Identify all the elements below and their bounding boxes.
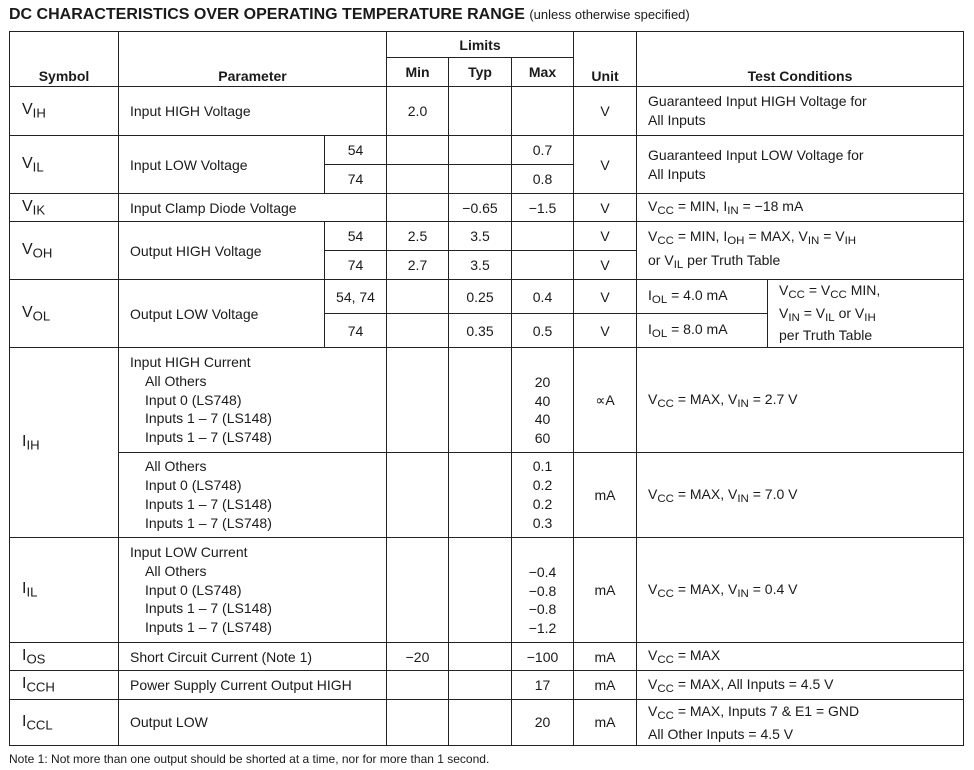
max-cell — [512, 251, 574, 280]
max-cell: 0.5 — [512, 314, 574, 348]
unit-cell: V — [574, 222, 637, 251]
grade-cell: 54, 74 — [325, 280, 387, 314]
parameter-subitem: Inputs 1 – 7 (LS148) — [145, 600, 272, 617]
parameter-cell — [119, 453, 387, 538]
test-condition-cell — [637, 700, 964, 746]
table-row-vik — [10, 194, 964, 222]
max-cell: 17 — [512, 671, 574, 700]
title-text: DC CHARACTERISTICS OVER OPERATING TEMPERATURE RANGE — [9, 6, 525, 23]
max-cell — [512, 87, 574, 136]
table-row-iih-2 — [10, 453, 964, 538]
typ-cell — [449, 136, 512, 165]
symbol-cell: $V_{IL}$ — [10, 136, 119, 194]
unit-cell: mA — [574, 538, 637, 643]
header-parameter: Parameter — [119, 32, 387, 87]
unit-cell: V — [574, 280, 637, 314]
typ-cell — [449, 87, 512, 136]
header-symbol: Symbol — [10, 32, 119, 87]
table-row-icch — [10, 671, 964, 700]
test-condition-line: $V_{CC}$ = MAX, Inputs 7 & E1 = GND — [648, 703, 860, 722]
parameter-subitem: All Others — [145, 372, 207, 389]
title-subtitle: (unless otherwise specified) — [529, 7, 690, 22]
max-cell: 0.1 0.2 0.2 0.3 — [512, 453, 574, 538]
typ-cell: 3.5 — [449, 251, 512, 280]
parameter-cell — [119, 538, 387, 643]
symbol-cell: $V_{IH}$ — [10, 87, 119, 136]
header-max: Max — [512, 58, 574, 87]
min-cell — [387, 136, 449, 165]
min-cell: 2.0 — [387, 87, 449, 136]
header-typ: Typ — [449, 58, 512, 87]
unit-cell: V — [574, 251, 637, 280]
max-cell: 0.4 — [512, 280, 574, 314]
min-cell: 2.7 — [387, 251, 449, 280]
typ-cell: −0.65 — [449, 194, 512, 222]
grade-cell: 74 — [325, 165, 387, 194]
test-condition-line: $V_{CC}$ = MIN, $I_{OH}$ = MAX, $V_{IN} = V_{IH}$ — [648, 227, 857, 247]
parameter-subitem: Input 0 (LS748) — [145, 581, 242, 598]
max-cell: −100 — [512, 643, 574, 671]
min-cell: 2.5 — [387, 222, 449, 251]
symbol-cell: $V_{IK}$ — [10, 194, 119, 222]
typ-cell — [449, 671, 512, 700]
table-row-vol — [10, 280, 964, 314]
test-condition-cell: $I_{OL} = 8.0$ mA — [637, 314, 768, 348]
parameter-subitem: Inputs 1 – 7 (LS148) — [145, 410, 272, 427]
dc-characteristics-table — [9, 31, 964, 746]
parameter-cell: Output LOW Voltage — [119, 280, 325, 348]
max-cell: −1.5 — [512, 194, 574, 222]
parameter-heading: Input HIGH Current — [130, 354, 251, 370]
min-cell — [387, 194, 449, 222]
max-cell: 0.8 — [512, 165, 574, 194]
test-condition-cell: $V_{CC}$ = MAX — [637, 643, 964, 671]
header-limits: Limits — [387, 32, 574, 58]
symbol-cell: $I_{IH}$ — [10, 348, 119, 538]
parameter-subitem: Input 0 (LS748) — [145, 477, 242, 494]
test-condition-line: per Truth Table — [779, 327, 873, 344]
test-condition-line: $V_{CC} = V_{CC}$ MIN, — [779, 282, 881, 302]
unit-cell: V — [574, 314, 637, 348]
test-condition-line: All Other Inputs = 4.5 V — [648, 725, 794, 742]
parameter-cell: Input Clamp Diode Voltage — [119, 194, 387, 222]
parameter-subitem: All Others — [145, 458, 207, 475]
test-condition-cell — [637, 222, 964, 280]
unit-cell: mA — [574, 700, 637, 746]
min-cell — [387, 280, 449, 314]
parameter-cell: Input LOW Voltage — [119, 136, 325, 194]
typ-cell: 3.5 — [449, 222, 512, 251]
parameter-heading: Input LOW Current — [130, 544, 248, 560]
test-condition-cell: $I_{OL} = 4.0$ mA — [637, 280, 768, 314]
typ-cell — [449, 538, 512, 643]
test-condition-cell: $V_{CC}$ = MAX, $V_{IN} = 7.0$ V — [637, 453, 964, 538]
test-condition-line: or $V_{IL}$ per Truth Table — [648, 251, 781, 271]
header-min: Min — [387, 58, 449, 87]
parameter-subitem: Inputs 1 – 7 (LS748) — [145, 429, 272, 446]
table-row-ios — [10, 643, 964, 671]
typ-cell — [449, 348, 512, 453]
parameter-cell: Output HIGH Voltage — [119, 222, 325, 280]
test-condition-cell: $V_{CC}$ = MAX, $V_{IN} = 0.4$ V — [637, 538, 964, 643]
test-condition-cell: Guaranteed Input HIGH Voltage for All Inputs — [637, 87, 964, 136]
test-condition-cell: $V_{CC}$ = MAX, $V_{IN} = 2.7$ V — [637, 348, 964, 453]
test-condition-line: $V_{IN} = V_{IL}$ or $V_{IH}$ — [779, 304, 876, 324]
max-cell: 0.7 — [512, 136, 574, 165]
header-unit: Unit — [574, 32, 637, 87]
table-row-vih — [10, 87, 964, 136]
parameter-cell — [119, 348, 387, 453]
test-condition-cell-shared — [768, 280, 964, 348]
unit-cell: V — [574, 194, 637, 222]
grade-cell: 54 — [325, 136, 387, 165]
parameter-cell: Short Circuit Current (Note 1) — [119, 643, 387, 671]
parameter-subitem: Inputs 1 – 7 (LS148) — [145, 496, 272, 512]
unit-cell: mA — [574, 453, 637, 538]
table-row-iil — [10, 538, 964, 643]
parameter-subitem: Input 0 (LS748) — [145, 391, 242, 408]
unit-cell: V — [574, 136, 637, 194]
table-row-vil — [10, 136, 964, 165]
min-cell — [387, 671, 449, 700]
parameter-cell: Power Supply Current Output HIGH — [119, 671, 387, 700]
max-cell: 20 — [512, 700, 574, 746]
header-test-conditions: Test Conditions — [637, 32, 964, 87]
header-row-top — [10, 32, 964, 58]
unit-cell: ∝A — [574, 348, 637, 453]
unit-cell: mA — [574, 671, 637, 700]
typ-cell — [449, 643, 512, 671]
min-cell: −20 — [387, 643, 449, 671]
min-cell — [387, 165, 449, 194]
typ-cell — [449, 165, 512, 194]
table-row-iccl — [10, 700, 964, 746]
min-cell — [387, 453, 449, 538]
min-cell — [387, 700, 449, 746]
symbol-cell: $I_{CCH}$ — [10, 671, 119, 700]
table-title — [9, 6, 690, 24]
parameter-cell: Input HIGH Voltage — [119, 87, 387, 136]
min-cell — [387, 314, 449, 348]
grade-cell: 54 — [325, 222, 387, 251]
symbol-cell: $V_{OL}$ — [10, 280, 119, 348]
typ-cell: 0.35 — [449, 314, 512, 348]
symbol-cell: $I_{OS}$ — [10, 643, 119, 671]
grade-cell: 74 — [325, 251, 387, 280]
test-condition-cell: Guaranteed Input LOW Voltage for All Inputs — [637, 136, 964, 194]
parameter-subitem: Inputs 1 – 7 (LS748) — [145, 619, 272, 636]
parameter-cell: Output LOW — [119, 700, 387, 746]
symbol-cell: $I_{IL}$ — [10, 538, 119, 643]
typ-cell — [449, 700, 512, 746]
table-row-voh — [10, 222, 964, 251]
min-cell — [387, 538, 449, 643]
symbol-cell: $I_{CCL}$ — [10, 700, 119, 746]
parameter-subitem: All Others — [145, 562, 207, 579]
unit-cell: mA — [574, 643, 637, 671]
max-cell: 20 40 40 60 — [512, 348, 574, 453]
min-cell — [387, 348, 449, 453]
typ-cell — [449, 453, 512, 538]
test-condition-cell: $V_{CC}$ = MAX, All Inputs = 4.5 V — [637, 671, 964, 700]
typ-cell: 0.25 — [449, 280, 512, 314]
test-condition-cell: $V_{CC}$ = MIN, $I_{IN} = -18$ mA — [637, 194, 964, 222]
max-cell — [512, 222, 574, 251]
max-cell: −0.4 −0.8 −0.8 −1.2 — [512, 538, 574, 643]
parameter-subitem: Inputs 1 – 7 (LS748) — [145, 514, 272, 531]
symbol-cell: $V_{OH}$ — [10, 222, 119, 280]
unit-cell: V — [574, 87, 637, 136]
table-row-iih — [10, 348, 964, 453]
footnote: Note 1: Not more than one output should be shorted at a time, nor for more than 1 second. — [9, 752, 490, 766]
grade-cell: 74 — [325, 314, 387, 348]
